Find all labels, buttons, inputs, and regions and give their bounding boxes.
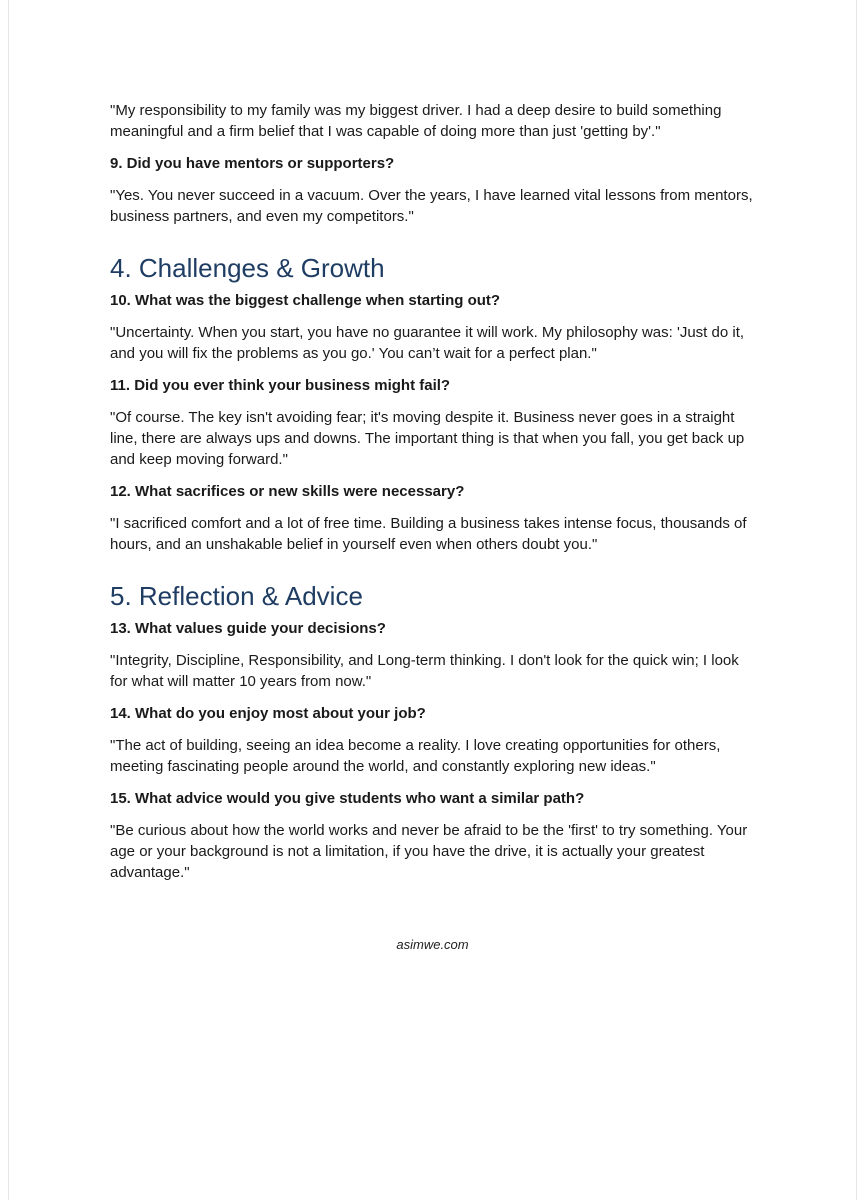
question-11: 11. Did you ever think your business might fail? (110, 377, 451, 394)
answer-paragraph: "My responsibility to my family was my biggest driver. I had a deep desire to build something meaningful and a firm belief that I was capable of doing more than just 'getting by'." (110, 102, 722, 140)
document-content (110, 100, 760, 894)
answer-paragraph: "Yes. You never succeed in a vacuum. Over the years, I have learned vital lessons from mentors, business partners, and even my competitors." (110, 187, 753, 225)
question-15: 15. What advice would you give students who want a similar path? (110, 790, 585, 807)
answer-paragraph: "I sacrificed comfort and a lot of free time. Building a business takes intense focus, thousands of hours, and an unshakable belief in yourself even when others doubt you." (110, 515, 747, 553)
question-10: 10. What was the biggest challenge when starting out? (110, 292, 501, 309)
document-page (8, 0, 857, 1200)
page-footer: asimwe.com (396, 937, 469, 952)
answer-paragraph: "Of course. The key isn't avoiding fear; it's moving despite it. Business never goes in a straight line, there are always ups and downs. The important thing is that when you fall, you get back up and keep moving forward." (110, 409, 745, 468)
question-14: 14. What do you enjoy most about your job? (110, 705, 426, 722)
answer-paragraph: "Be curious about how the world works and never be afraid to be the 'first' to try something. Your age or your background is not a limitation, if you have the drive, it is actually your greatest advantage." (110, 822, 748, 881)
answer-paragraph: "The act of building, seeing an idea become a reality. I love creating opportunities for others, meeting fascinating people around the world, and constantly exploring new ideas." (110, 737, 721, 775)
section-heading-reflection: 5. Reflection & Advice (110, 581, 363, 611)
question-12: 12. What sacrifices or new skills were necessary? (110, 483, 465, 500)
answer-paragraph: "Integrity, Discipline, Responsibility, and Long-term thinking. I don't look for the quick win; I look for what will matter 10 years from now." (110, 652, 739, 690)
question-13: 13. What values guide your decisions? (110, 620, 386, 637)
question-9: 9. Did you have mentors or supporters? (110, 155, 395, 172)
section-heading-challenges: 4. Challenges & Growth (110, 253, 385, 283)
answer-paragraph: "Uncertainty. When you start, you have no guarantee it will work. My philosophy was: 'Just do it, and you will fix the problems as you go.' You can’t wait for a perfect plan." (110, 324, 745, 362)
